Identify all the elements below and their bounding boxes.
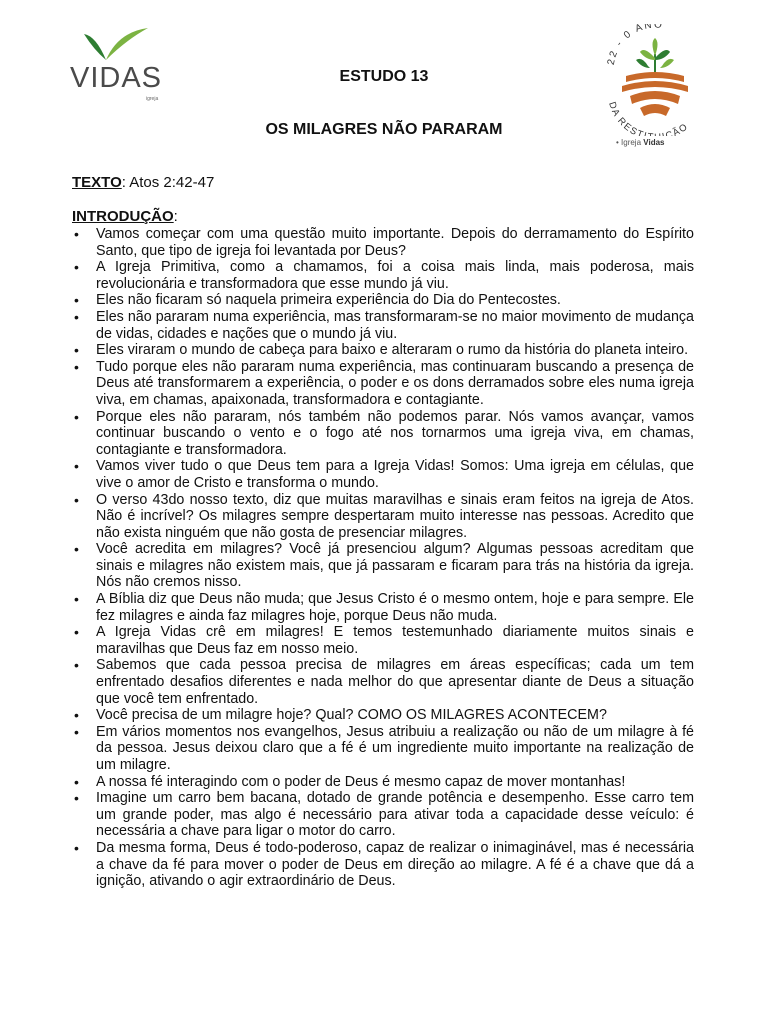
texto-label: TEXTO	[72, 174, 122, 191]
vidas-brand-text: VIDAS	[70, 62, 163, 94]
intro-bullet-list	[72, 226, 694, 890]
list-item: • Eles não ficaram só naquela primeira experiência do Dia do Pentecostes.	[72, 292, 694, 309]
list-item: • A nossa fé interagindo com o poder de Deus é mesmo capaz de mover montanhas!	[72, 774, 694, 791]
page-title: OS MILAGRES NÃO PARARAM	[265, 121, 503, 138]
list-item: • Eles viraram o mundo de cabeça para baixo e alteraram o rumo da história do planeta inteiro.	[72, 342, 694, 359]
texto-value: : Atos 2:42-47	[121, 174, 215, 191]
intro-heading	[72, 208, 178, 225]
list-item: • Imagine um carro bem bacana, dotado de grande potência e desempenho. Esse carro tem um grande poder, mas algo é necessário para ativar toda a capacidade desse veículo: é necessária a chave para ligar o motor do carro.	[72, 790, 694, 840]
list-item: • Da mesma forma, Deus é todo-poderoso, capaz de realizar o inimaginável, mas é necessária a chave da fé para mover o poder de Deus em direção ao milagre. A fé é a chave que dá a ignição, ativando o agir extraordinário de Deus.	[72, 840, 694, 890]
church-prefix: • Igreja	[616, 138, 642, 147]
list-item: • Vamos viver tudo o que Deus tem para a Igreja Vidas! Somos: Uma igreja em células, que vive o amor de Cristo e transforma o mundo.	[72, 458, 694, 491]
list-item: • Eles não pararam numa experiência, mas transformaram-se no maior movimento de mudança de vidas, cidades e nações que o mundo já viu.	[72, 309, 694, 342]
svg-text:DA RESTITUIÇÃO: DA REST ÇÃO	[606, 100, 691, 136]
list-item: • Tudo porque eles não pararam numa experiência, mas continuaram buscando a presença de Deus até transformarem a experiência, o poder e os dons derramados sobre eles numa igreja viva, em chamas, apaixonada, transformadora e contagiante.	[72, 359, 694, 409]
study-number: ESTUDO 13	[339, 68, 429, 85]
list-item: • Em vários momentos nos evangelhos, Jesus atribuiu a realização ou não de um milagre à fé da pessoa. Jesus deixou claro que a fé é um ingrediente muito importante na realização de um milagre.	[72, 724, 694, 774]
list-item: • Você precisa de um milagre hoje? Qual? COMO OS MILAGRES ACONTECEM?	[72, 707, 694, 724]
intro-label: INTRODUÇÃO	[72, 208, 174, 225]
list-item: • Você acredita em milagres? Você já presenciou algum? Algumas pessoas acreditam que sinais e milagres não existem mais, que já passaram e ficaram para trás na história da igreja. Nós não cremos nisso.	[72, 541, 694, 591]
list-item: • A Igreja Vidas crê em milagres! E temos testemunhado diariamente muitos sinais e maravilhas que Deus faz em nosso meio.	[72, 624, 694, 657]
svg-text:22 - 0 ANO: 22 - 0 ANO	[605, 24, 665, 66]
leaf-icon	[66, 26, 166, 66]
vidas-sub-text: igreja	[146, 96, 159, 102]
church-label	[616, 138, 664, 147]
church-name: Vidas	[643, 138, 665, 147]
list-item: • Sabemos que cada pessoa precisa de milagres em áreas específicas; cada um tem enfrentado desafios diferentes e nada melhor do que apresentar diante de Deus a situação que você tem enfrentado.	[72, 657, 694, 707]
list-item: • O verso 43do nosso texto, diz que muitas maravilhas e sinais eram feitos na igreja de Atos. Não é incrível? Os milagres sempre despertaram muito interesse nas pessoas. Acredito que não exista ninguém que não gosta de presenciar milagres.	[72, 492, 694, 542]
intro-suffix: :	[173, 208, 178, 225]
texto-line	[72, 174, 214, 191]
list-item: • Vamos começar com uma questão muito importante. Depois do derramamento do Espírito Santo, que tipo de igreja foi levantada por Deus?	[72, 226, 694, 259]
list-item: • Porque eles não pararam, nós também não podemos parar. Nós vamos avançar, vamos continuar buscando o vento e o fogo até nos tornarmos uma igreja viva, em chamas, contagiante e transformadora.	[72, 409, 694, 459]
vidas-logo	[66, 26, 166, 106]
list-item: • A Bíblia diz que Deus não muda; que Jesus Cristo é o mesmo ontem, hoje e para sempre. Ele fez milagres e ainda faz milagres hoje, porque Deus não muda.	[72, 591, 694, 624]
list-item: • A Igreja Primitiva, como a chamamos, foi a coisa mais linda, mais poderosa, mais revolucionária e transformadora que esse mundo já viu.	[72, 259, 694, 292]
